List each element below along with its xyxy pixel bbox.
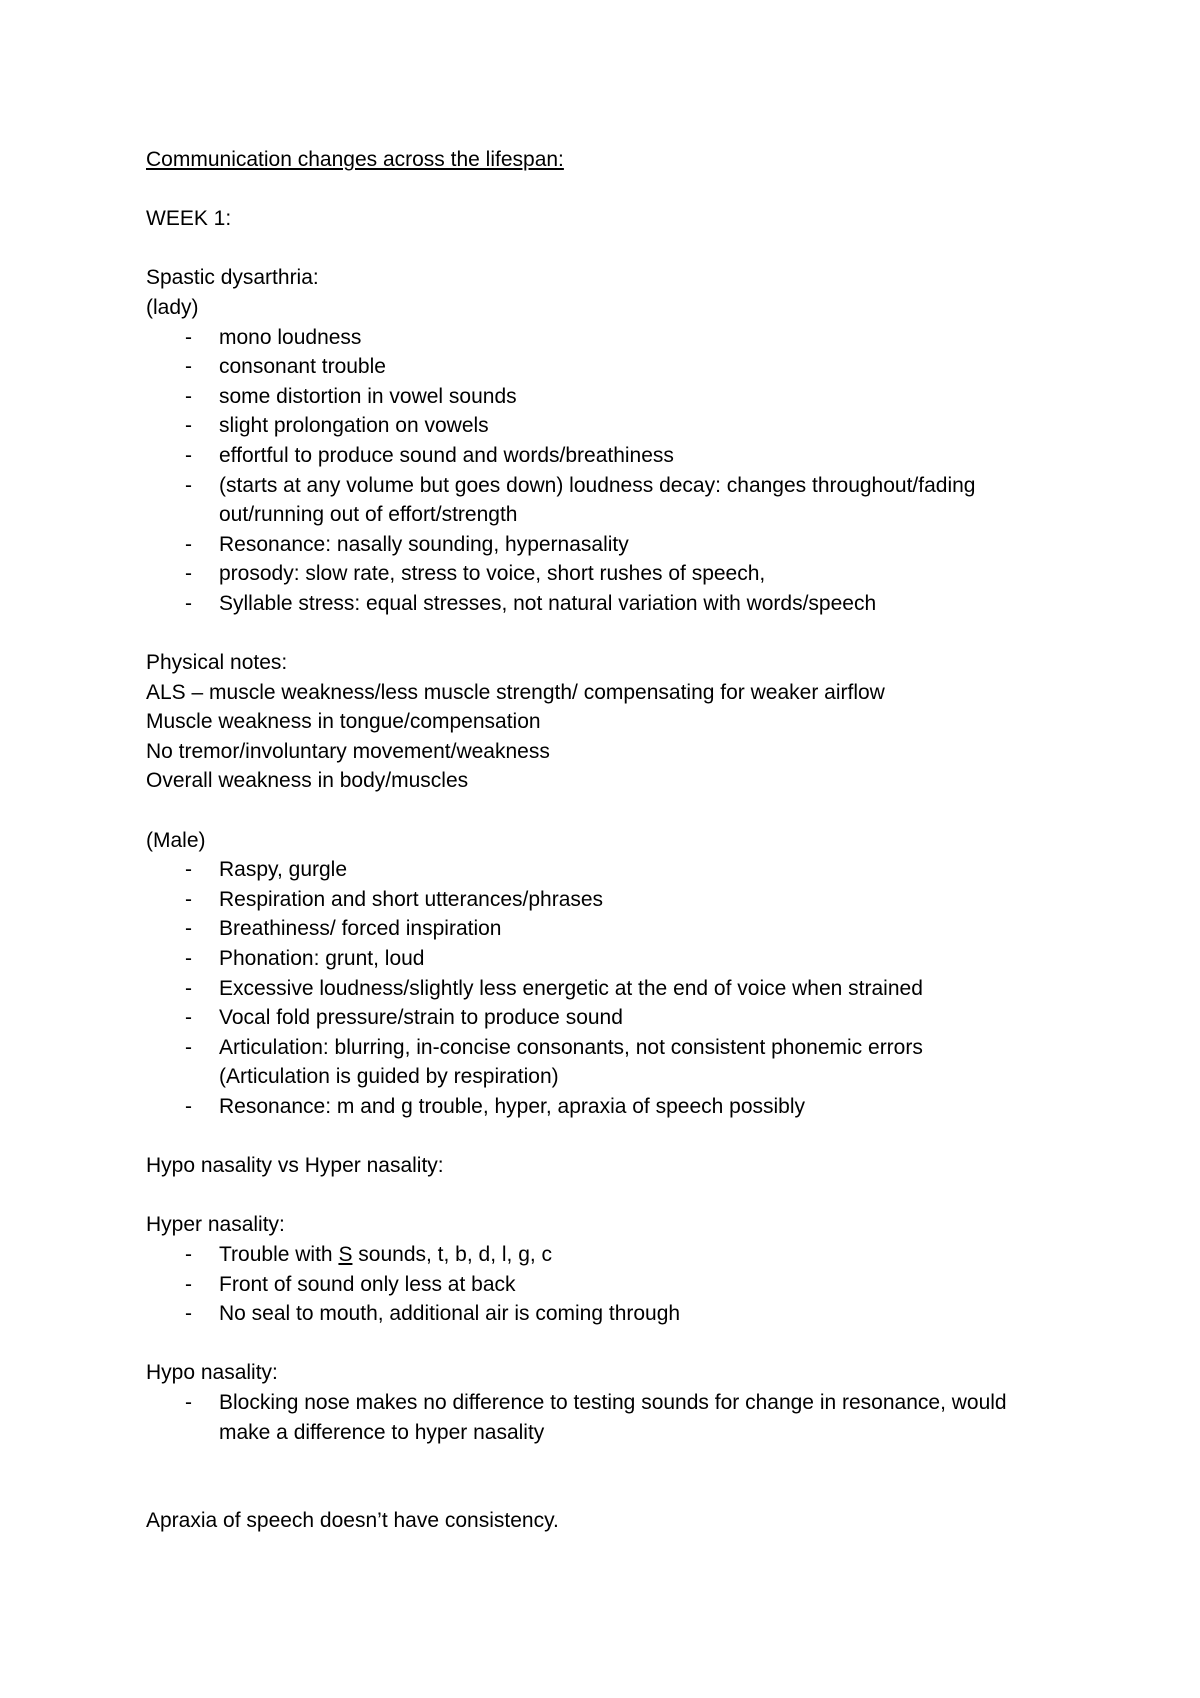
spastic-subheading: (lady) [146,295,199,319]
spacer [146,234,1096,264]
list-item: - effortful to produce sound and words/breathiness [185,443,674,467]
physical-heading: Physical notes: [146,651,288,675]
list-item: - Excessive loudness/slightly less energetic at the end of voice when strained [185,976,923,1000]
apraxia-note: Apraxia of speech doesn’t have consistency. [146,1509,559,1533]
physical-line: Muscle weakness in tongue/compensation [146,710,541,734]
list-item: - slight prolongation on vowels [185,414,489,438]
spacer [146,1447,1096,1477]
physical-line: ALS – muscle weakness/less muscle strength/ compensating for weaker airflow [146,680,885,704]
spacer [146,796,1096,826]
list-item: - Raspy, gurgle [185,858,348,882]
spacer [146,1329,1096,1359]
spastic-heading: Spastic dysarthria: [146,266,319,290]
list-item: - consonant trouble [185,355,386,379]
spacer [146,1477,1096,1507]
spacer [146,619,1096,649]
list-item: - Respiration and short utterances/phrases [185,887,604,911]
hypo-heading: Hypo nasality: [146,1361,278,1385]
document-title: Communication changes across the lifespan: [146,148,564,171]
list-item: - Resonance: m and g trouble, hyper, apraxia of speech possibly [185,1095,806,1118]
list-item: - prosody: slow rate, stress to voice, short rushes of speech, [185,562,766,586]
list-item: - Breathiness/ forced inspiration [185,917,502,941]
list-item: - (starts at any volume but goes down) loudness decay: changes throughout/fading out/running out of effort/strength [185,473,976,527]
physical-line: Overall weakness in body/muscles [146,769,469,793]
spacer [146,1122,1096,1152]
list-item: - Trouble with S sounds, t, b, d, l, g, c [185,1242,553,1266]
spastic-list [146,323,1096,619]
spacer [146,1181,1096,1211]
list-item: - No seal to mouth, additional air is coming through [185,1302,681,1326]
hypo-list [146,1388,1096,1447]
list-item: - mono loudness [185,325,362,349]
hyper-list [146,1240,1096,1329]
list-item: - Front of sound only less at back [185,1272,516,1296]
document-page [146,145,1096,1536]
week-heading: WEEK 1: [146,207,232,231]
list-item: - some distortion in vowel sounds [185,384,517,408]
list-item: - Syllable stress: equal stresses, not natural variation with words/speech [185,591,877,615]
hyper-heading: Hyper nasality: [146,1213,285,1237]
physical-line: No tremor/involuntary movement/weakness [146,739,550,763]
list-item: - Blocking nose makes no difference to testing sounds for change in resonance, would make a difference to hyper nasality [185,1390,1007,1444]
male-list [146,855,1096,1121]
hypo-vs-hyper-heading: Hypo nasality vs Hyper nasality: [146,1154,444,1178]
list-item: - Phonation: grunt, loud [185,947,425,971]
list-item: - Resonance: nasally sounding, hypernasality [185,532,629,556]
spacer [146,175,1096,205]
list-item: - Articulation: blurring, in-concise consonants, not consistent phonemic errors (Articulation is guided by respiration) [185,1035,923,1089]
list-item: - Vocal fold pressure/strain to produce sound [185,1006,623,1030]
male-heading: (Male) [146,828,206,852]
